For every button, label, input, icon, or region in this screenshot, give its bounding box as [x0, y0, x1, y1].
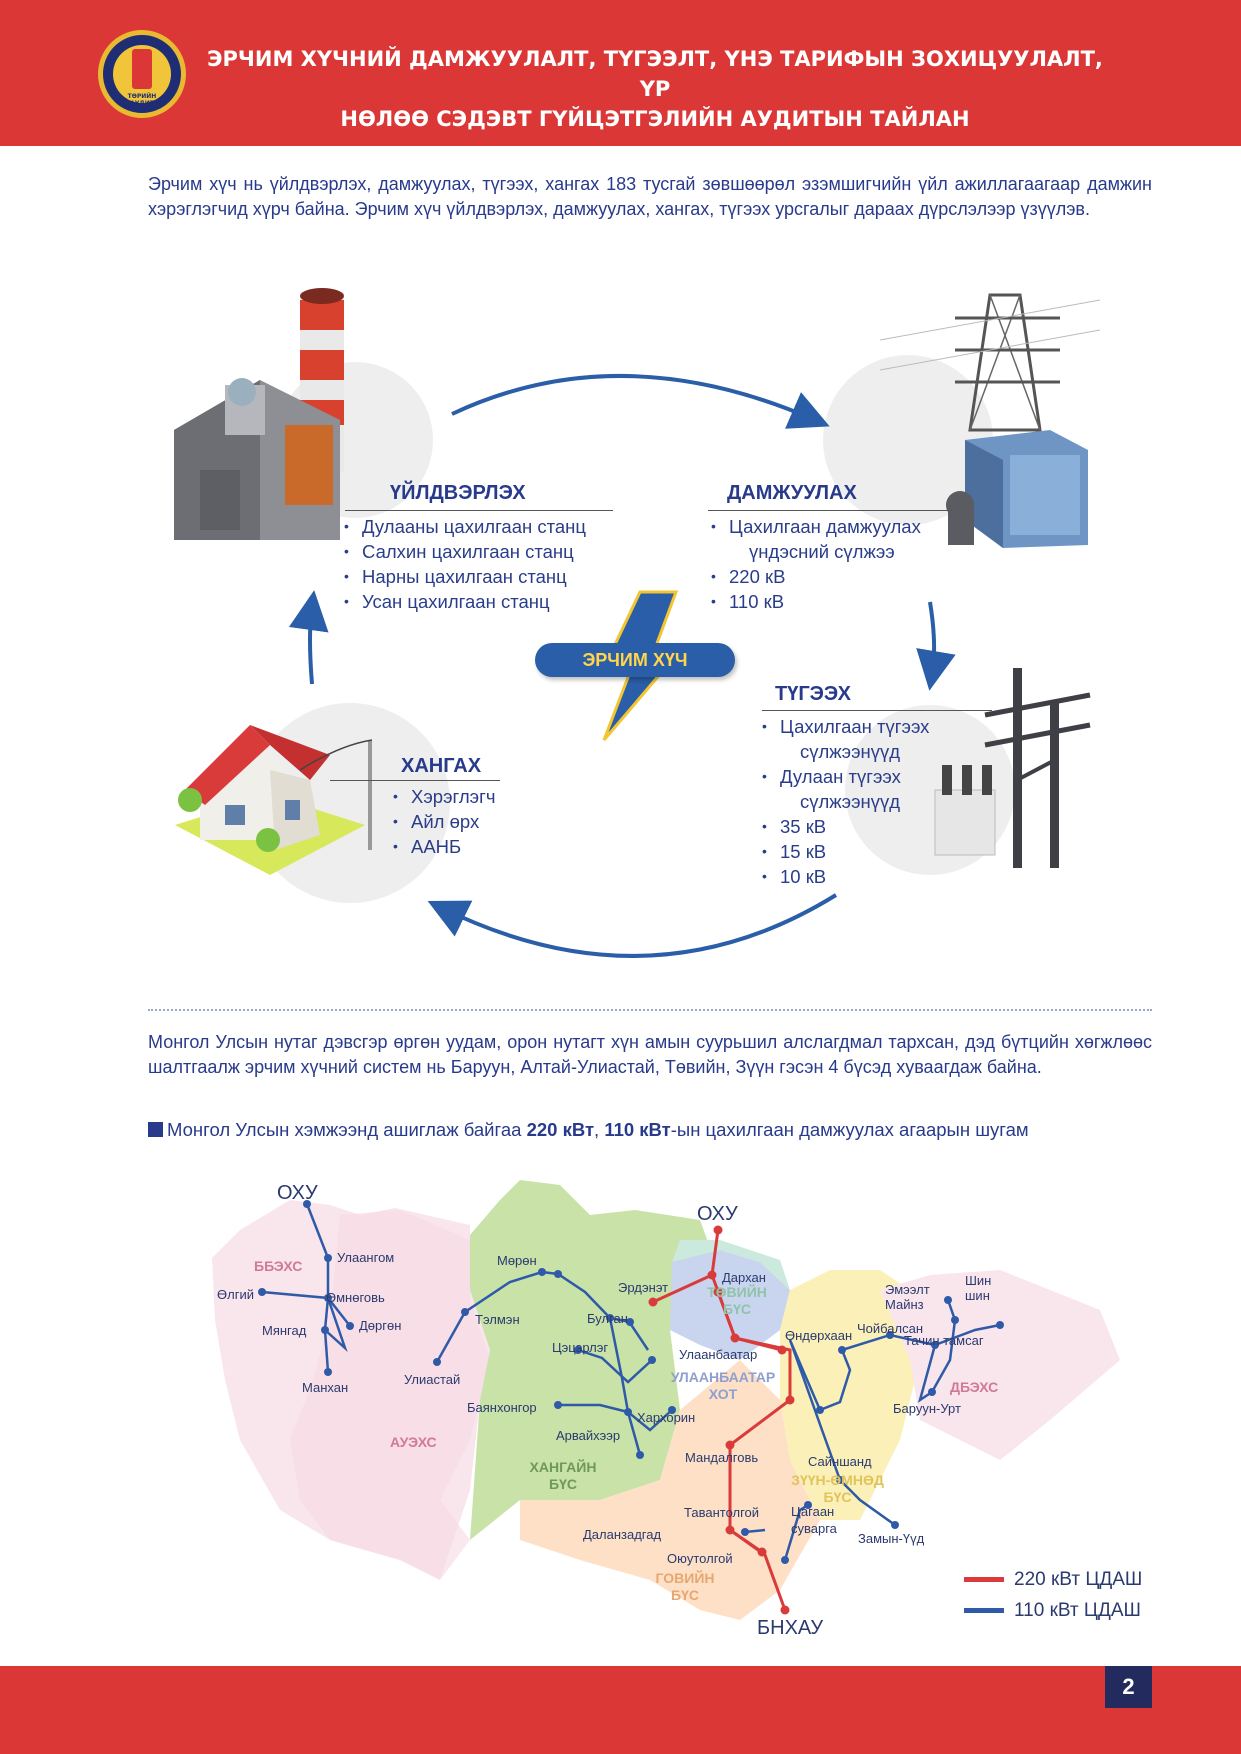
city-murun: Мөрөн: [497, 1253, 537, 1268]
legend-110kv-label: 110 кВт ЦДАШ: [1014, 1600, 1141, 1621]
footer-bar: [0, 1666, 1241, 1754]
intro-paragraph: Эрчим хүч нь үйлдвэрлэх, дамжуулах, түгээх, хангах 183 тусгай зөвшөөрөл эзэмшигчийн үйл ажиллагаагаар дамжин хэрэглэгчид хүрч байна. Эрчим хүч үйлдвэрлэх, дамжуулах, хангах, түгээх урсгалыг дараах дүрслэлээр үзүүлэв.: [148, 174, 1152, 219]
city-kharkhorin: Хархорин: [637, 1410, 696, 1425]
region-govi: ГОВИЙН БҮС: [655, 1570, 715, 1603]
transmission-item-cont: үндэсний сүлжээ: [749, 541, 895, 562]
city-tsetserleg: Цэцэрлэг: [552, 1340, 609, 1355]
distribution-item: • 15 кВ: [762, 839, 929, 864]
region-auexs: АУЭХС: [390, 1434, 437, 1450]
supply-item: • Айл өрх: [393, 809, 495, 834]
title-line-2: НӨЛӨӨ СЭДЭВТ ГҮЙЦЭТГЭЛИЙН АУДИТЫН ТАЙЛАН: [340, 107, 970, 131]
border-label-bnxau: БНХАУ: [757, 1617, 824, 1639]
map-caption-suffix: -ын цахилгаан дамжуулах агаарын шугам: [670, 1119, 1029, 1140]
city-ulaangom: Улаангом: [337, 1250, 395, 1265]
transmission-item: • Цахилгаан дамжуулах: [711, 514, 921, 539]
production-item: • Нарны цахилгаан станц: [344, 564, 586, 589]
production-item: • Усан цахилгаан станц: [344, 589, 586, 614]
region-bbexs: ББЭХС: [254, 1258, 303, 1274]
region-dbexs: ДБЭХС: [950, 1379, 999, 1395]
regions-paragraph: Монгол Улсын нутаг дэвсгэр өргөн уудам, орон нутагт хүн амын суурьшил алслагдмал тархсан, дэд бүтцийн хөгжлөөс шалтгаалж эрчим хүчний систем нь Баруун, Алтай-Улиастай, Төвийн, Зүүн гэсэн 4 бүсэд хуваагдаж байна.: [148, 1032, 1152, 1077]
city-undurkhaan: Өндөрхаан: [785, 1328, 853, 1343]
city-mandalgovi: Мандалговь: [685, 1450, 759, 1465]
map-caption-220: 220 кВт: [526, 1119, 595, 1140]
city-shinshin: Шин шин: [965, 1273, 992, 1303]
city-uliastai: Улиастай: [404, 1372, 461, 1387]
legend-110kv: [964, 1600, 1141, 1622]
map-caption-sep: ,: [594, 1119, 605, 1140]
map-caption-110: 110 кВт: [604, 1119, 671, 1140]
city-tsagaan-suvarga: Цагаан суварга: [791, 1504, 837, 1536]
distribution-item: • 35 кВ: [762, 814, 929, 839]
city-mankhan: Манхан: [302, 1380, 349, 1395]
transmission-item: • 110 кВ: [711, 589, 921, 614]
logo-text: ТӨРИЙН АУДИТ: [127, 93, 157, 107]
city-myangad: Мянгад: [262, 1323, 307, 1338]
transmission-item: • 220 кВ: [711, 564, 921, 589]
city-ulgii: Өлгий: [217, 1287, 254, 1302]
border-label-oxu-north: ОХУ: [697, 1203, 738, 1225]
city-arvaikheer: Арвайхээр: [556, 1428, 621, 1443]
page-number: 2: [1105, 1666, 1152, 1708]
city-emeelt: Эмээлт Майнз: [885, 1282, 930, 1312]
production-title: ҮЙЛДВЭРЛЭХ: [390, 482, 526, 504]
legend-220kv-swatch: [964, 1577, 1004, 1582]
city-tachin-tamsag: Тачин тамсаг: [904, 1333, 984, 1348]
city-bulgan: Булган: [587, 1311, 628, 1326]
city-bayankhongor: Баянхонгор: [467, 1400, 537, 1415]
city-sainshand: Сайншанд: [808, 1454, 872, 1469]
city-choibalsan: Чойбалсан: [857, 1321, 924, 1336]
distribution-item-cont: сүлжээнүүд: [800, 741, 901, 762]
legend-110kv-swatch: [964, 1608, 1004, 1613]
supply-item: • ААНБ: [393, 834, 495, 859]
city-dalanzadgad: Даланзадгад: [583, 1527, 662, 1542]
supply-item: • Хэрэглэгч: [393, 784, 495, 809]
production-item: • Дулааны цахилгаан станц: [344, 514, 586, 539]
city-baruun-urt: Баруун-Урт: [893, 1401, 961, 1416]
city-erdenet: Эрдэнэт: [618, 1280, 669, 1295]
transmission-title: ДАМЖУУЛАХ: [727, 482, 857, 504]
region-ulaanbaatar: УЛААНБААТАР ХОТ: [670, 1369, 776, 1402]
distribution-item: • Цахилгаан түгээх: [762, 714, 929, 739]
city-tavantolgoi: Тавантолгой: [684, 1505, 760, 1520]
city-ulaanbaatar: Улаанбаатар: [679, 1347, 758, 1362]
production-item: • Салхин цахилгаан станц: [344, 539, 586, 564]
distribution-item-cont: сүлжээнүүд: [800, 791, 901, 812]
distribution-item: • 10 кВ: [762, 864, 929, 889]
distribution-title: ТҮГЭЭХ: [775, 683, 851, 705]
energy-center-label: ЭРЧИМ ХҮЧ: [535, 643, 735, 677]
border-label-oxu-west: ОХУ: [277, 1182, 318, 1204]
distribution-item: • Дулаан түгээх: [762, 764, 929, 789]
region-khangai: ХАНГАЙН БҮС: [529, 1459, 597, 1492]
region-tuviin: ТӨВИЙН БҮС: [707, 1284, 767, 1317]
legend-220kv: [964, 1569, 1142, 1591]
map-caption-prefix: Монгол Улсын хэмжээнд ашиглаж байгаа: [167, 1119, 527, 1140]
title-line-1: ЭРЧИМ ХҮЧНИЙ ДАМЖУУЛАЛТ, ТҮГЭЭЛТ, ҮНЭ ТАРИФЫН ЗОХИЦУУЛАЛТ, ҮР: [207, 47, 1103, 101]
city-tulmun: Тэлмэн: [475, 1312, 520, 1327]
region-zuun-umnud: ЗҮҮН-ӨМНӨД БҮС: [791, 1472, 884, 1505]
supply-title: ХАНГАХ: [401, 755, 482, 777]
city-durgun: Дөргөн: [359, 1318, 402, 1333]
city-zamyn-uud: Замын-Үүд: [858, 1531, 925, 1546]
legend-220kv-label: 220 кВт ЦДАШ: [1014, 1569, 1143, 1590]
city-darkhan: Дархан: [722, 1270, 766, 1285]
city-oyutolgoi: Оюутолгой: [667, 1551, 733, 1566]
city-umnugovi-west: Өмнөговь: [326, 1290, 385, 1305]
